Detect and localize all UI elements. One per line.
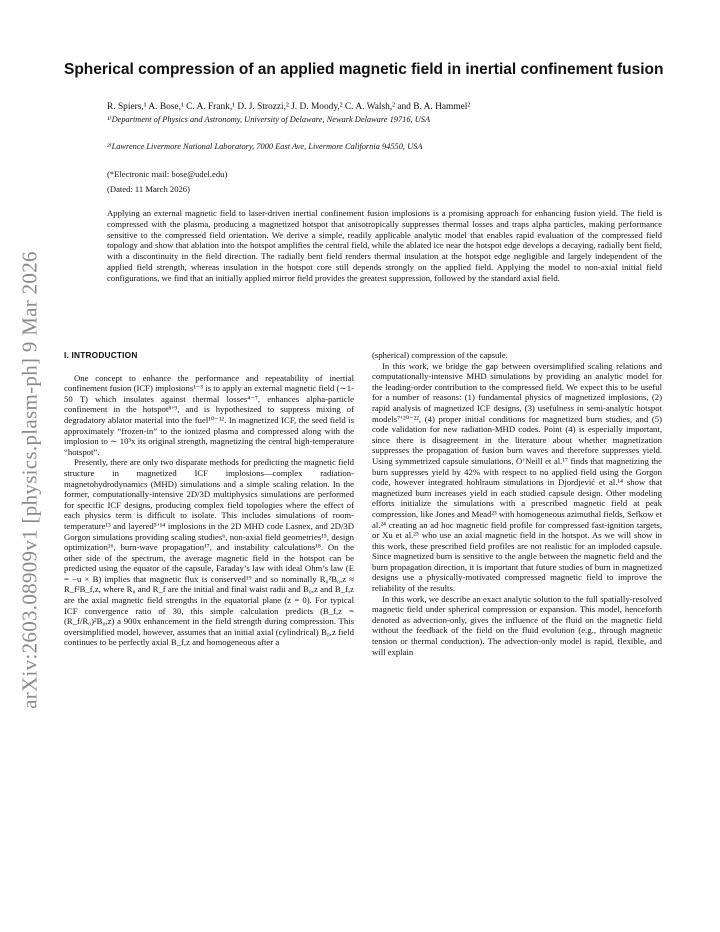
paragraph: Presently, there are only two disparate methods for predicting the magnetic field structure in magnetized ICF implosions—complex radiation-magnetohydrodynamics (MHD) simulations and a simple scaling relation. In the former, computationally-intensive 2D/3D multiphysics simulations are performed for specific ICF designs, producing complex field topologies where the effect of each physics term is difficult to isolate. This includes simulations of room-temperature¹³ and layered⁵ʼ¹⁴ implosions in the 2D MHD code Lasnex, and 2D/3D Gorgon simulations providing scaling studies⁶, non-axial field geometries¹⁵, design optimization¹⁶, burn-wave propagation¹⁷, and instability calculations¹⁸. On the other side of the spectrum, the average magnetic field in the hotspot can be predicted using the equator of the capsule, Faraday’s law with ideal Ohm’s law (E = −u × B) implies that magnetic flux is conserved¹⁹ and so nominally R₀²B₀,z ≈ R_f²B_f,z, where R₀ and R_f are the initial and final waist radii and B₀,z and B_f,z are the axial magnetic field strengths in the equatorial plane (z = 0). For typical ICF convergence ratio of 30, this simple calculation predicts (B_f,z = (R_f/R₀)²B₀,z) a 900x enhancement in the field strength during compression. This oversimplified model, however, assumes that an initial axial (cylindrical) B₀,z field continues to be perfectly axial B_f,z and homogeneous after a bbox=[64, 457, 354, 648]
paper-title: Spherical compression of an applied magnetic field in inertial confinement fusion bbox=[64, 61, 664, 78]
paragraph: (spherical) compression of the capsule. bbox=[372, 350, 508, 360]
date-line: (Dated: 11 March 2026) bbox=[107, 184, 190, 194]
abstract: Applying an external magnetic field to laser-driven inertial confinement fusion implosions is a promising approach for enhancing fusion yield. The field is compressed with the plasma, producing a magnetized hotspot that anisotropically suppresses thermal losses and traps alpha particles, making performance sensitive to the compressed field orientation. We derive a simple, readily applicable analytic model that enables rapid evaluation of the compressed field topology and show that ablation into the hotspot amplifies the central field, while the ablated ice near the hotspot edge develops a decaying, radially bent field, with a discontinuity in the field direction. The radially bent field renders thermal insulation at the hotspot edge negligible and largely independent of the applied field strength, whereas insulation in the hotspot core still depends strongly on the applied field. Applying the model to non-axial initial field configurations, we find that an initially applied mirror field provides the greatest suppression, followed by the standard axial field. bbox=[107, 208, 662, 283]
paragraph: One concept to enhance the performance and repeatability of inertial confinement fusion (ICF) implosions¹⁻³ is to apply an external magnetic field (∼1-50 T) which insulates against thermal losses⁴⁻⁷, enhances alpha-particle confinement in the hotspot⁸ʼ⁹, and is hypothesized to suppress mixing of degradatory ablator material into the fuel¹⁰⁻¹². In magnetized ICF, the seed field is approximately “frozen-in” to the ionized plasma and compressed along with the implosion to ∼ 10³x its original strength, magnetizing the central high-temperature “hotspot”. bbox=[64, 372, 354, 457]
paragraph: In this work, we describe an exact analytic solution to the full spatially-resolved magnetic field under spherical compression or expansion. This model, henceforth denoted as advection-only, gives the influence of the fluid on the magnetic field without the feedback of the field on the fluid evolution (e.g., through magnetic tension or thermal conduction). The advection-only model is rapid, flexible, and will explain bbox=[372, 593, 662, 657]
paragraph: In this work, we bridge the gap between oversimplified scaling relations and computationally-intensive MHD simulations by providing an analytic model for the leading-order contribution to the compressed field. We expect this to be useful for a number of reasons: (1) fundamental physics of magnetized implosions, (2) rapid analysis of magnetized ICF designs, (3) usefulness in semi-analytic hotspot models⁷ʼ²⁰⁻²², (4) proper initial conditions for magnetized burn studies, and (5) code validation for new radiation-MHD codes. Point (4) is especially important, since there is disagreement in the literature about whether magnetization suppresses the propagation of fusion burn waves and therefore suppresses yield. Using symmetrized capsule simulations, O’Neill et al.¹⁷ finds that magnetizing the burn suppresses yield by 42% with respect to no applied field using the Gorgon code, however integrated hohlraum simulations in Djordjević et al.¹⁴ show that magnetized burn increases yield in each studied capsule design. Other modeling efforts initialize the simulations with a prescribed magnetic field at peak compression, like Jones and Mead²³ with homogeneous azimuthal fields, Sefkow et al.²⁴ creating an ad hoc magnetic field profile for compressed fast-ignition targets, or Xu et al.²⁵ who use an axial magnetic field in the hotspot. As we will show in this work, these prescribed field profiles are not realistic for an imploded capsule. Since magnetized burn is sensitive to the angle between the magnetic field and the burn propagation direction, it is important that future studies of burn in magnetized designs use a physically-motivated compressed magnetic field to improve the reliability of the results. bbox=[372, 360, 662, 594]
author-list: R. Spiers,¹ A. Bose,¹ C. A. Frank,¹ D. J. Strozzi,² J. D. Moody,² C. A. Walsh,² and B. A. Hammel² bbox=[107, 102, 471, 112]
arxiv-identifier-text: arXiv:2603.08909v1 [physics.plasm-ph] 9 Mar 2026 bbox=[17, 251, 42, 709]
contact-email: (*Electronic mail: bose@udel.edu) bbox=[107, 169, 228, 179]
arxiv-identifier bbox=[10, 200, 50, 760]
affiliation-1: ¹⁾Department of Physics and Astronomy, University of Delaware, Newark Delaware 19716, USA bbox=[107, 115, 431, 124]
left-column bbox=[64, 350, 354, 648]
affiliation-2: ²⁾Lawrence Livermore National Laboratory, 7000 East Ave, Livermore California 94550, USA bbox=[107, 142, 423, 151]
section-heading: I. INTRODUCTION bbox=[64, 350, 138, 360]
right-column bbox=[372, 350, 662, 657]
